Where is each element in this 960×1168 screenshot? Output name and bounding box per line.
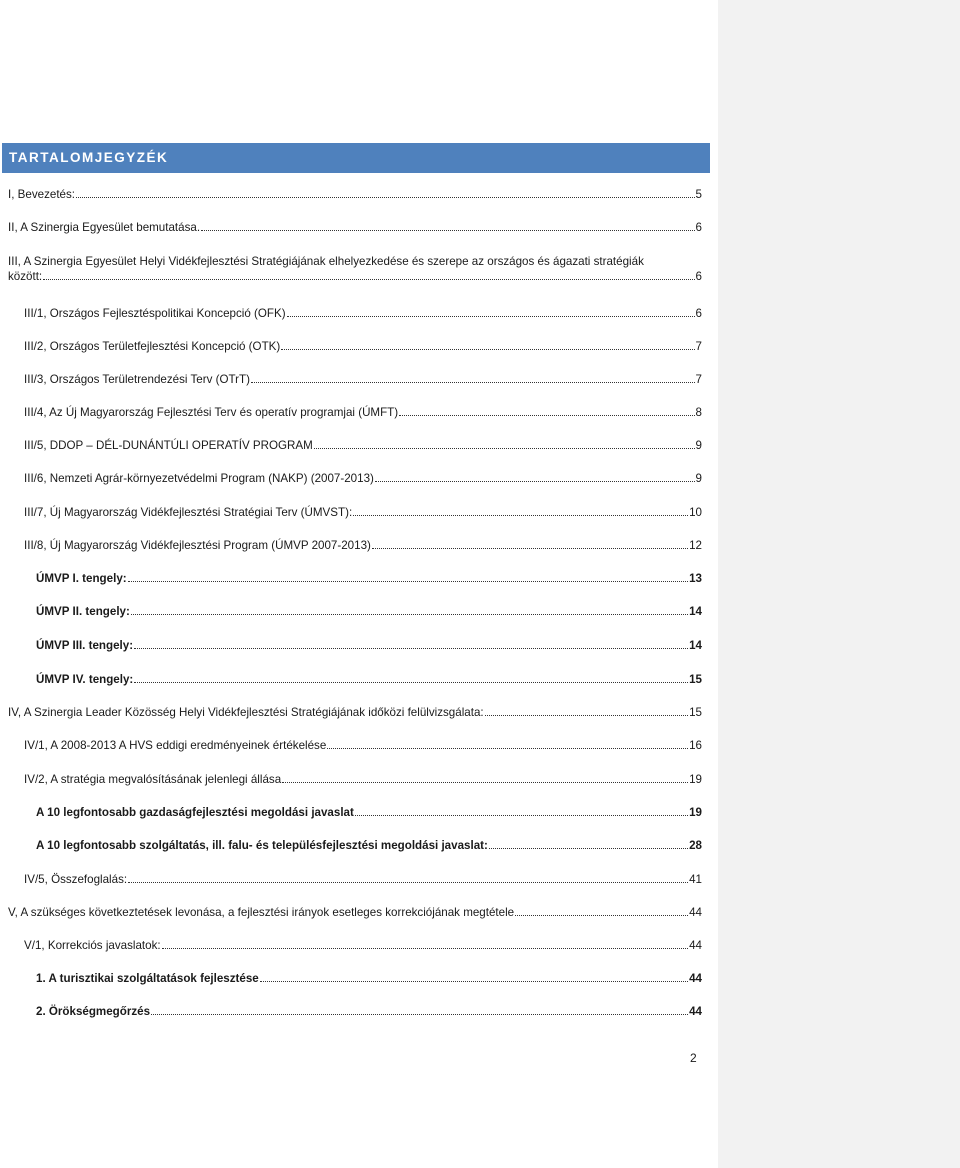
toc-entry-page: 13 <box>689 572 702 585</box>
toc-entry-page: 6 <box>695 221 702 234</box>
toc-entry-label: ÚMVP III. tengely: <box>36 639 134 652</box>
toc-entry-page: 16 <box>689 739 702 752</box>
toc-entry-page: 10 <box>689 506 702 519</box>
toc-entry-umvst[interactable] <box>24 505 702 521</box>
toc-leader-dots <box>162 939 688 949</box>
toc-entry-tourism[interactable] <box>36 971 702 987</box>
toc-entry-label: III/1, Országos Fejlesztéspolitikai Koncepció (OFK) <box>24 307 286 320</box>
toc-entry-umvp-axis-1[interactable] <box>36 571 702 587</box>
toc-entry-umft[interactable] <box>24 405 702 421</box>
toc-entry-introduction[interactable] <box>8 187 702 203</box>
toc-entry-label: I, Bevezetés: <box>8 188 76 201</box>
toc-entry-page: 6 <box>695 270 702 283</box>
toc-title: TARTALOMJEGYZÉK <box>2 143 710 173</box>
toc-leader-dots <box>151 1005 688 1015</box>
toc-entry-label: IV, A Szinergia Leader Közösség Helyi Vidékfejlesztési Stratégiájának időközi felülvizsgálata: <box>8 706 484 719</box>
toc-entry-strategy-status[interactable] <box>24 772 702 788</box>
toc-entry-label: IV/5, Összefoglalás: <box>24 873 128 886</box>
toc-entry-label: V, A szükséges következtetések levonása, a fejlesztési irányok esetleges korrekciójának megtétele <box>8 906 515 919</box>
toc-entry-page: 7 <box>695 340 702 353</box>
toc-entry-label: 2. Örökségmegőrzés <box>36 1005 151 1018</box>
toc-entry-label: III/2, Országos Területfejlesztési Koncepció (OTK) <box>24 340 281 353</box>
toc-leader-dots <box>128 572 688 582</box>
toc-leader-dots <box>134 673 688 683</box>
toc-entry-heritage[interactable] <box>36 1004 702 1020</box>
toc-entry-page: 9 <box>695 472 702 485</box>
toc-entry-umvp-axis-4[interactable] <box>36 672 702 688</box>
toc-entry-label: III/7, Új Magyarország Vidékfejlesztési Stratégiai Terv (ÚMVST): <box>24 506 353 519</box>
toc-entry-page: 14 <box>689 639 702 652</box>
toc-entry-page: 15 <box>689 706 702 719</box>
toc-entry-hvs-results[interactable] <box>24 738 702 754</box>
toc-entry-page: 12 <box>689 539 702 552</box>
toc-entry-page: 5 <box>695 188 702 201</box>
toc-entry-service-proposals[interactable] <box>36 838 702 854</box>
toc-entry-economic-proposals[interactable] <box>36 805 702 821</box>
toc-entry-ddop[interactable] <box>24 438 702 454</box>
toc-leader-dots <box>128 873 688 883</box>
toc-entry-label: között: <box>8 270 43 283</box>
toc-entry-summary[interactable] <box>24 872 702 888</box>
toc-leader-dots <box>134 639 688 649</box>
toc-leader-dots <box>282 773 688 783</box>
toc-leader-dots <box>260 972 688 982</box>
toc-leader-dots <box>515 906 688 916</box>
toc-entry-page: 14 <box>689 605 702 618</box>
toc-entry-page: 19 <box>689 773 702 786</box>
toc-entry-correction-proposals[interactable] <box>24 938 702 954</box>
toc-entry-label: IV/1, A 2008-2013 A HVS eddigi eredményeinek értékelése <box>24 739 327 752</box>
toc-leader-dots <box>375 472 695 482</box>
toc-entry-label: III/4, Az Új Magyarország Fejlesztési Terv és operatív programjai (ÚMFT) <box>24 406 399 419</box>
toc-entry-label-line1: III, A Szinergia Egyesület Helyi Vidékfejlesztési Stratégiájának elhelyezkedése és szerepe az országos és ágazati stratégiák <box>8 255 644 268</box>
comment-margin-pane <box>718 0 960 1168</box>
toc-entry-page: 44 <box>689 939 702 952</box>
toc-leader-dots <box>485 706 688 716</box>
toc-entry-label: 1. A turisztikai szolgáltatások fejlesztése <box>36 972 259 985</box>
toc-entry-page: 44 <box>689 1005 702 1018</box>
toc-entry-review[interactable] <box>8 705 702 721</box>
toc-entry-page: 19 <box>689 806 702 819</box>
page-number: 2 <box>690 1051 697 1065</box>
toc-entry-conclusions[interactable] <box>8 905 702 921</box>
toc-entry-page: 7 <box>695 373 702 386</box>
toc-entry-label: ÚMVP IV. tengely: <box>36 673 134 686</box>
toc-leader-dots <box>314 439 695 449</box>
toc-entry-label: IV/2, A stratégia megvalósításának jelenlegi állása <box>24 773 282 786</box>
toc-leader-dots <box>287 307 695 317</box>
toc-entry-otrt[interactable] <box>24 372 702 388</box>
toc-leader-dots <box>76 188 695 198</box>
toc-entry-umvp-axis-2[interactable] <box>36 604 702 620</box>
toc-leader-dots <box>489 839 688 849</box>
toc-leader-dots <box>327 739 688 749</box>
toc-entry-page: 9 <box>695 439 702 452</box>
toc-entry-label: III/3, Országos Területrendezési Terv (OTrT) <box>24 373 250 386</box>
toc-leader-dots <box>281 340 694 350</box>
toc-entry-otk[interactable] <box>24 339 702 355</box>
toc-entry-page: 15 <box>689 673 702 686</box>
toc-leader-dots <box>399 406 694 416</box>
toc-leader-dots <box>355 806 688 816</box>
toc-entry-label: V/1, Korrekciós javaslatok: <box>24 939 161 952</box>
toc-entry-label: ÚMVP I. tengely: <box>36 572 127 585</box>
toc-entry-page: 44 <box>689 972 702 985</box>
toc-entry-label: ÚMVP II. tengely: <box>36 605 130 618</box>
toc-entry-page: 41 <box>689 873 702 886</box>
toc-entry-label: III/5, DDOP – DÉL-DUNÁNTÚLI OPERATÍV PROGRAM <box>24 439 313 452</box>
toc-entry-label: II, A Szinergia Egyesület bemutatása. <box>8 221 201 234</box>
toc-leader-dots <box>43 270 694 280</box>
toc-entry-umvp[interactable] <box>24 538 702 554</box>
toc-leader-dots <box>372 539 688 549</box>
toc-entry-nakp[interactable] <box>24 471 702 487</box>
toc-entry-label: III/8, Új Magyarország Vidékfejlesztési Program (ÚMVP 2007-2013) <box>24 539 371 552</box>
toc-entry-umvp-axis-3[interactable] <box>36 638 702 654</box>
toc-entry-page: 44 <box>689 906 702 919</box>
toc-leader-dots <box>131 605 688 615</box>
toc-entry-label: A 10 legfontosabb szolgáltatás, ill. falu- és településfejlesztési megoldási javaslat: <box>36 839 488 852</box>
toc-entry-page: 6 <box>695 307 702 320</box>
toc-entry-page: 8 <box>695 406 702 419</box>
toc-entry-label: III/6, Nemzeti Agrár-környezetvédelmi Program (NAKP) (2007-2013) <box>24 472 374 485</box>
toc-leader-dots <box>251 373 695 383</box>
toc-leader-dots <box>353 506 688 516</box>
toc-entry-ofk[interactable] <box>24 306 702 322</box>
toc-leader-dots <box>201 221 694 231</box>
toc-entry-page: 28 <box>689 839 702 852</box>
toc-entry-association[interactable] <box>8 220 702 236</box>
toc-entry-label: A 10 legfontosabb gazdaságfejlesztési megoldási javaslat <box>36 806 354 819</box>
toc-entry-strategy-position[interactable] <box>8 254 702 284</box>
